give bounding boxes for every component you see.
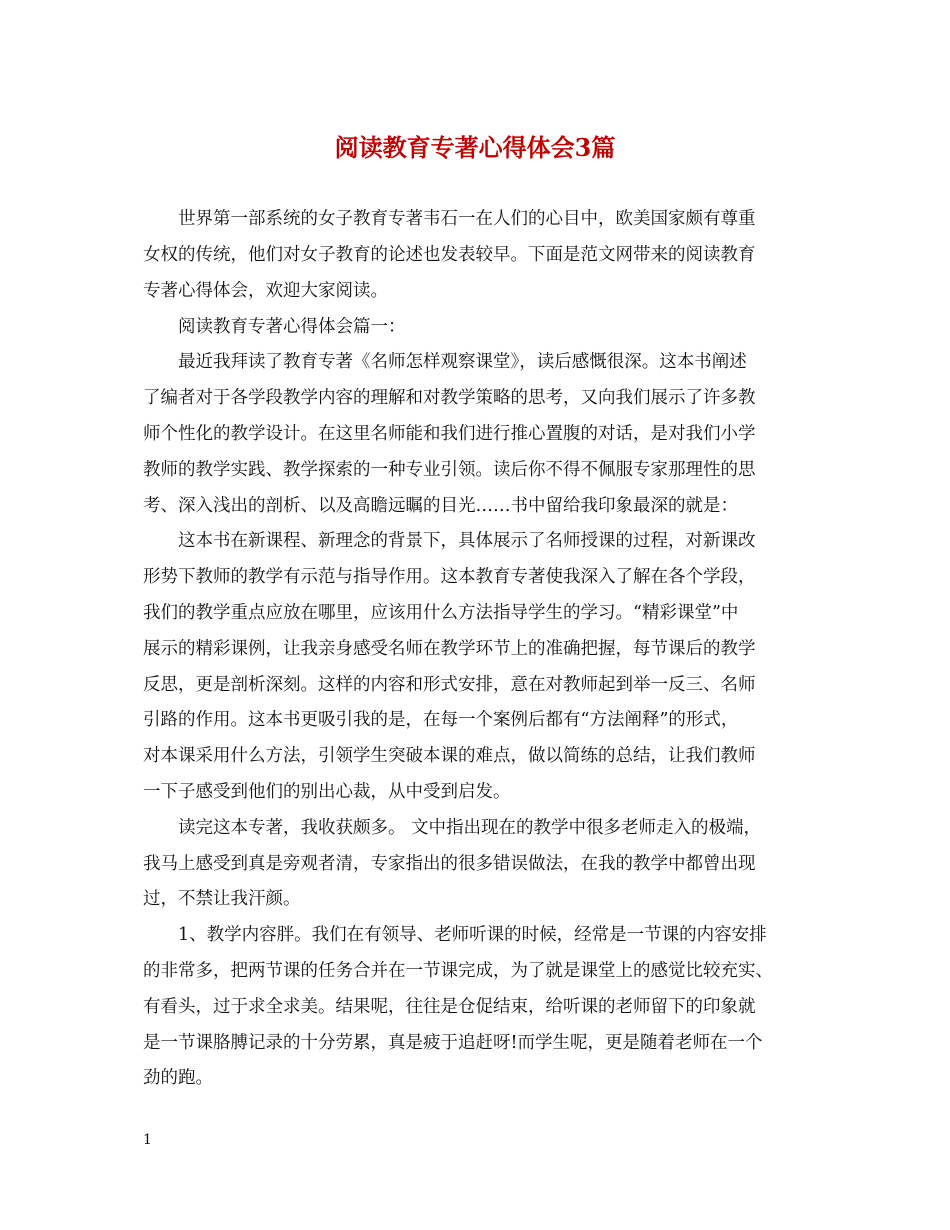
body-line: 师个性化的教学设计。在这里名师能和我们进行推心置腹的对话，是对我们小学 [143,424,756,444]
body-line: 劲的跑。 [143,1068,213,1088]
body-line: 读完这本专著，我收获颇多。 文中指出现在的教学中很多老师走入的极端， [178,818,762,838]
body-line: 过，不禁让我汗颜。 [143,889,301,909]
document-title: 阅读教育专著心得体会3篇 [334,133,616,162]
body-line: 考、深入浅出的剖析、以及高瞻远瞩的目光……书中留给我印象最深的就是： [143,496,738,516]
page-number: 1 [143,1132,152,1148]
body-line: 我们的教学重点应放在哪里，应该用什么方法指导学生的学习。“精彩课堂”中 [143,603,739,623]
body-line: 1、教学内容胖。我们在有领导、老师听课的时候，经常是一节课的内容安排 [178,925,767,945]
body-line: 教师的教学实践、教学探索的一种专业引领。读后你不得不佩服专家那理性的思 [143,460,756,480]
body-line: 是一节课胳膊记录的十分劳累，真是疲于追赶呀!而学生呢，更是随着老师在一个 [143,1033,763,1053]
body-line: 有看头，过于求全求美。结果呢，往往是仓促结束，给听课的老师留下的印象就 [143,997,756,1017]
body-line: 了编者对于各学段教学内容的理解和对教学策略的思考，又向我们展示了许多教 [143,388,756,408]
body-line: 对本课采用什么方法，引领学生突破本课的难点，做以简练的总结，让我们教师 [143,746,756,766]
body-line: 形势下教师的教学有示范与指导作用。这本教育专著使我深入了解在各个学段， [143,567,756,587]
body-line: 的非常多，把两节课的任务合并在一节课完成，为了就是课堂上的感觉比较充实、 [143,961,773,981]
body-line: 反思，更是剖析深刻。这样的内容和形式安排，意在对教师起到举一反三、名师 [143,675,756,695]
body-line: 最近我拜读了教育专著《名师怎样观察课堂》，读后感慨很深。这本书阐述 [178,352,747,372]
body-line: 展示的精彩课例，让我亲身感受名师在教学环节上的准确把握，每节课后的教学 [143,639,756,659]
body-line: 阅读教育专著心得体会篇一： [178,317,406,337]
body-line: 一下子感受到他们的别出心裁，从中受到启发。 [143,782,511,802]
body-line: 我马上感受到真是旁观者清，专家指出的很多错误做法，在我的教学中都曾出现 [143,854,756,874]
body-line: 这本书在新课程、新理念的背景下，具体展示了名师授课的过程，对新课改 [178,531,756,551]
body-line: 引路的作用。这本书更吸引我的是，在每一个案例后都有“方法阐释”的形式， [143,710,739,730]
body-line: 专著心得体会，欢迎大家阅读。 [143,281,388,301]
body-line: 世界第一部系统的女子教育专著韦石一在人们的心目中，欧美国家颇有尊重 [178,209,756,229]
body-line: 女权的传统，他们对女子教育的论述也发表较早。下面是范文网带来的阅读教育 [143,245,756,265]
